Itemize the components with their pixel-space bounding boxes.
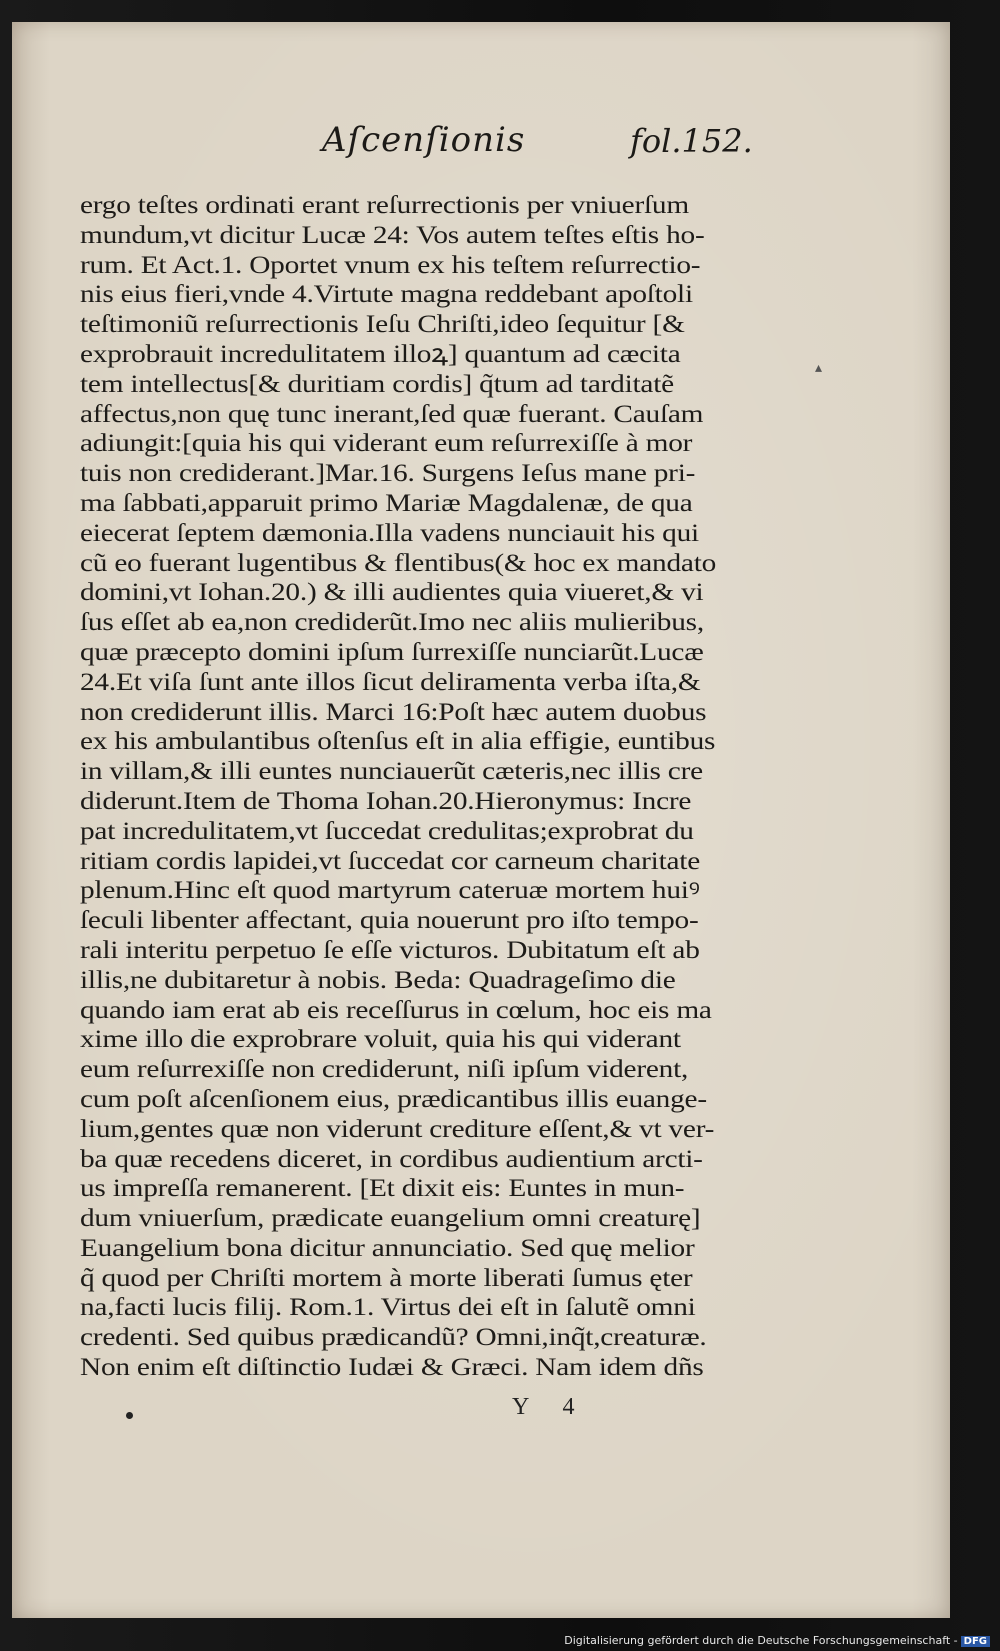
text-line: plenum.Hinc eſt quod martyrum cateruæ mortem huiꝰ (80, 875, 700, 905)
book-page (12, 22, 950, 1618)
text-line: eiecerat ſeptem dæmonia.Illa vadens nunciauit his qui (80, 517, 699, 547)
text-line: us impreſſa remanerent. [Et dixit eis: Euntes in mun- (80, 1173, 685, 1203)
body-text (80, 190, 760, 1382)
text-line: dum vniuerſum, prædicate euangelium omni creaturę] (80, 1203, 701, 1233)
folio-number: fol.152. (630, 122, 753, 160)
dfg-logo: DFG (961, 1636, 990, 1647)
text-line: ritiam cordis lapidei,vt ſuccedat cor carneum charitate (80, 845, 700, 875)
text-line: quando iam erat ab eis receſſurus in cœlum, hoc eis ma (80, 994, 712, 1024)
text-line: tuis non crediderant.]Mar.16. Surgens Ieſus mane pri- (80, 458, 696, 488)
text-line: non crediderunt illis. Marci 16:Poſt hæc autem duobus (80, 696, 707, 726)
text-line: 24.Et viſa ſunt ante illos ſicut deliramenta verba iſta,& (80, 666, 701, 696)
text-line: illis,ne dubitaretur à nobis. Beda: Quadrageſimo die (80, 964, 676, 994)
text-line: tem intellectus[& duritiam cordis] q̃tum ad tarditatẽ (80, 368, 674, 398)
digitization-credit (564, 1634, 990, 1647)
margin-mark: ▴ (815, 360, 823, 376)
text-line: Euangelium bona dicitur annunciatio. Sed quę melior (80, 1232, 695, 1262)
text-line: ba quæ recedens diceret, in cordibus audientium arctі- (80, 1143, 703, 1173)
signature-mark: Y 4 (512, 1394, 589, 1420)
text-line: na,facti lucis filij. Rom.1. Virtus dei eſt in ſalutẽ omni (80, 1292, 696, 1322)
text-line: quæ præcepto domini ipſum ſurrexiſſe nunciarũt.Lucæ (80, 636, 704, 666)
text-line: xime illo die exprobrare voluit, quia his qui viderant (80, 1024, 681, 1054)
text-line: diderunt.Item de Thoma Iohan.20.Hieronymus: Incre (80, 785, 692, 815)
text-line: ergo teſtes ordinati erant reſurrectionis per vniuerſum (80, 190, 689, 219)
text-line: ſus eſſet ab ea,non crediderũt.Imo nec aliis mulieribus, (80, 607, 704, 637)
text-line: ſeculi libenter affectant, quia nouerunt pro iſto tempo- (80, 905, 699, 935)
running-head (12, 110, 950, 170)
text-line: rali interitu perpetuo ſe eſſe victuros. Dubitatum eſt ab (80, 934, 700, 964)
text-line: rum. Et Act.1. Oportet vnum ex his teſtem reſurrectio- (80, 249, 701, 279)
text-line: pat incredulitatem,vt ſuccedat credulitas;exprobrat du (80, 815, 694, 845)
text-line: in villam,& illi euntes nunciauerũt cæteris,nec illis cre (80, 756, 703, 786)
text-line: lium,gentes quæ non viderunt crediture eſſent,& vt ver- (80, 1113, 715, 1143)
text-line: domini,vt Iohan.20.) & illi audientes quia viueret,& vi (80, 577, 704, 607)
text-line: ex his ambulantibus oſtenſus eſt in alia effigie, euntibus (80, 726, 716, 756)
credit-text: Digitalisierung gefördert durch die Deutsche Forschungsgemeinschaft - (564, 1634, 958, 1647)
text-line: mundum,vt dicitur Lucæ 24: Vos autem teſtes eſtis ho- (80, 219, 705, 249)
text-line: cum poſt aſcenſionem eius, prædicantibus illis euange- (80, 1083, 707, 1113)
text-line: cũ eo fuerant lugentibus & flentibus(& hoc ex mandato (80, 547, 717, 577)
text-line: affectus,non quę tunc inerant,ſed quæ fuerant. Cauſam (80, 398, 704, 428)
text-line: adiungit:[quia his qui viderant eum reſurrexiſſe à mor (80, 428, 693, 458)
text-line: exprobrauit incredulitatem illoꝝ] quantum ad cæcita (80, 338, 681, 368)
printer-dot (126, 1412, 133, 1419)
text-line: credenti. Sed quibus prædicandũ? Omni,inq̃t,creaturæ. (80, 1322, 707, 1352)
text-line: Non enim eſt diſtinctio Iudæi & Græci. Nam idem dñs (80, 1352, 704, 1382)
running-title: Aſcenſionis (322, 120, 526, 160)
text-line: teſtimoniũ reſurrectionis Ieſu Chriſti,ideo ſequitur [& (80, 309, 685, 339)
text-line: eum reſurrexiſſe non crediderunt, niſi ipſum viderent, (80, 1054, 689, 1084)
text-line: nis eius fieri,vnde 4.Virtute magna reddebant apoſtoli (80, 279, 693, 309)
text-line: q̃ quod per Chriſti mortem à morte liberati ſumus ęter (80, 1262, 693, 1292)
text-line: ma ſabbati,apparuit primo Mariæ Magdalenæ, de qua (80, 487, 693, 517)
